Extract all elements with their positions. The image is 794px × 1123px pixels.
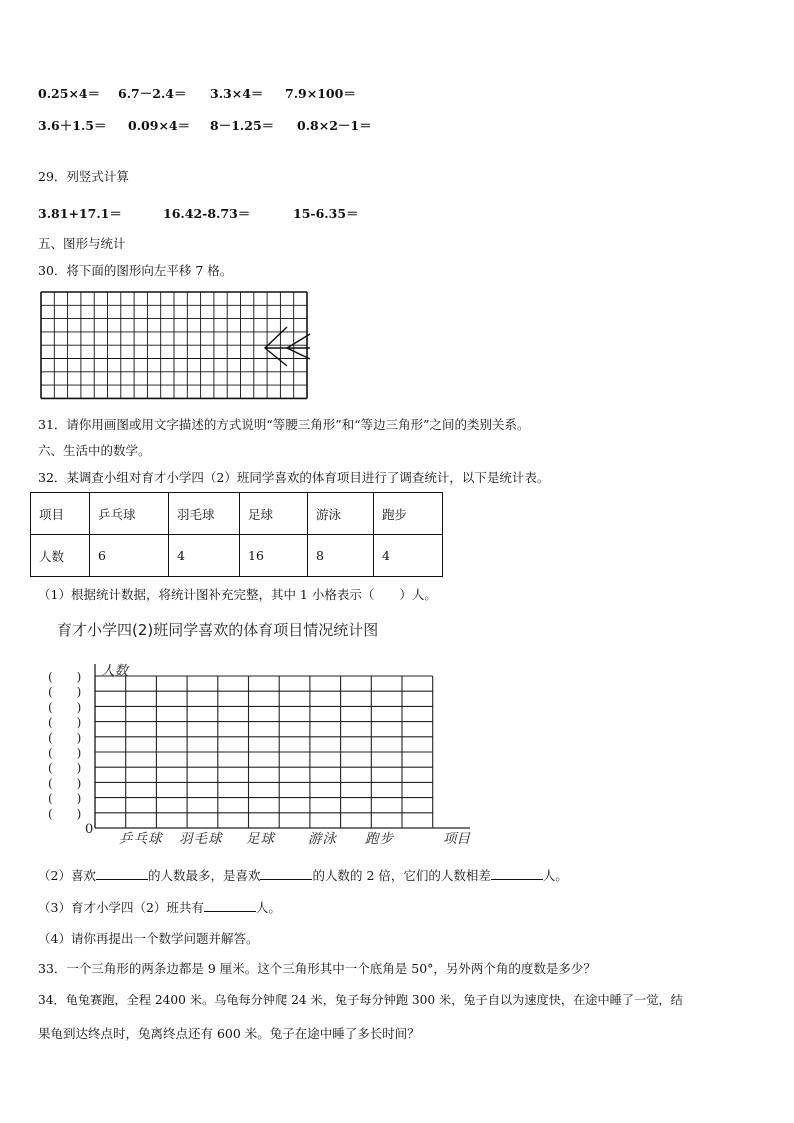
question-32: 32．某调查小组对育才小学四（2）班同学喜欢的体育项目进行了调查统计，以下是统计表。 xyxy=(38,470,550,485)
y-tick-label: ( ) xyxy=(48,685,82,700)
table-cell: 项目 xyxy=(31,493,90,535)
calc-item: 3.3×4＝ xyxy=(210,86,264,101)
y-tick-label: ( ) xyxy=(48,700,82,715)
origin-label: 0 xyxy=(85,822,94,837)
calc-item: 8－1.25＝ xyxy=(210,118,275,133)
calc-item: 7.9×100＝ xyxy=(285,86,356,101)
table-cell: 乒乓球 xyxy=(90,493,169,535)
table-cell: 16 xyxy=(240,535,308,577)
y-tick-label: ( ) xyxy=(48,730,82,745)
text-segment: （2）喜欢 xyxy=(38,868,96,883)
table-cell: 羽毛球 xyxy=(169,493,240,535)
table-cell: 跑步 xyxy=(374,493,443,535)
question-31: 31．请你用画图或用文字描述的方式说明“等腰三角形”和“等边三角形”之间的类别关系。 xyxy=(38,417,530,432)
table-cell: 人数 xyxy=(31,535,90,577)
question-34-line-2: 果龟到达终点时，兔离终点还有 600 米。兔子在途中睡了多长时间？ xyxy=(38,1026,420,1041)
answer-blank[interactable] xyxy=(260,867,312,880)
table-cell: 6 xyxy=(90,535,169,577)
calc-item: 6.7－2.4＝ xyxy=(118,86,187,101)
table-row xyxy=(31,535,443,577)
table-cell: 足球 xyxy=(240,493,308,535)
y-tick-label: ( ) xyxy=(48,806,82,821)
arrow-figure xyxy=(265,327,287,366)
y-tick-label: ( ) xyxy=(48,670,82,684)
table-cell: 4 xyxy=(169,535,240,577)
statistics-table xyxy=(30,492,443,577)
text-segment: 人。 xyxy=(542,868,568,883)
question-33: 33．一个三角形的两条边都是 9 厘米。这个三角形其中一个底角是 50°，另外两个角的度数是多少？ xyxy=(38,961,596,976)
text-segment: （3）育才小学四（2）班共有 xyxy=(38,900,204,915)
vertical-calc-item: 3.81+17.1＝ xyxy=(38,206,122,221)
x-tick-label: 跑步 xyxy=(365,831,394,847)
y-tick-label: ( ) xyxy=(48,791,82,806)
calc-item: 0.8×2－1＝ xyxy=(297,118,372,133)
question-29-title: 29．列竖式计算 xyxy=(38,169,129,184)
section-6-heading: 六、生活中的数学。 xyxy=(38,443,151,458)
answer-blank[interactable] xyxy=(204,899,256,912)
calc-item: 3.6＋1.5＝ xyxy=(38,118,107,133)
question-32-part-2 xyxy=(38,866,568,884)
answer-blank[interactable] xyxy=(96,867,148,880)
y-tick-label: ( ) xyxy=(48,715,82,730)
y-tick-label: ( ) xyxy=(48,761,82,776)
vertical-calc-item: 15-6.35＝ xyxy=(293,206,359,221)
table-cell: 8 xyxy=(308,535,374,577)
x-tick-label: 乒乓球 xyxy=(119,831,163,847)
x-tick-label: 羽毛球 xyxy=(179,831,223,847)
answer-blank[interactable] xyxy=(491,867,543,880)
table-row xyxy=(31,493,443,535)
question-32-part-4: （4）请你再提出一个数学问题并解答。 xyxy=(38,931,259,946)
x-tick-label: 游泳 xyxy=(308,831,337,847)
y-axis-label: 人数 xyxy=(101,663,128,679)
calc-item: 0.25×4＝ xyxy=(38,86,101,101)
x-tick-label: 足球 xyxy=(246,831,275,847)
question-34-line-1: 34．龟兔赛跑，全程 2400 米。乌龟每分钟爬 24 米，兔子每分钟跑 300 米，兔子自以为速度快，在途中睡了一觉，结 xyxy=(38,993,683,1007)
vertical-calc-item: 16.42-8.73＝ xyxy=(163,206,251,221)
table-cell: 4 xyxy=(374,535,443,577)
y-tick-label: ( ) xyxy=(48,776,82,791)
question-30: 30．将下面的图形向左平移 7 格。 xyxy=(38,263,233,278)
y-tick-label: ( ) xyxy=(48,746,82,760)
x-axis-label: 项目 xyxy=(443,831,470,847)
chart-title: 育才小学四(2)班同学喜欢的体育项目情况统计图 xyxy=(57,621,379,639)
bar-chart xyxy=(30,645,490,855)
table-cell: 游泳 xyxy=(308,493,374,535)
text-segment: 人。 xyxy=(255,900,281,915)
section-5-heading: 五、图形与统计 xyxy=(38,236,126,251)
question-32-part-3 xyxy=(38,898,281,916)
text-segment: 的人数最多，是喜欢 xyxy=(147,868,261,883)
translation-grid xyxy=(40,291,310,401)
question-32-part-1: （1）根据统计数据，将统计图补充完整，其中 1 小格表示（ ）人。 xyxy=(38,587,437,602)
text-segment: 的人数的 2 倍，它们的人数相差 xyxy=(312,868,491,883)
calc-item: 0.09×4＝ xyxy=(128,118,191,133)
